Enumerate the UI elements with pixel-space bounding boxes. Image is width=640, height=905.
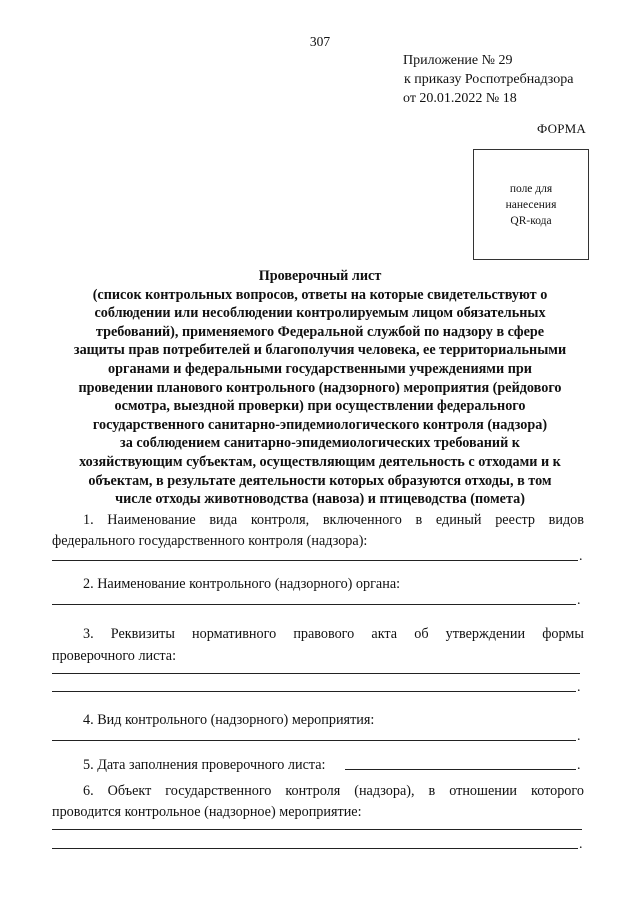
title-line: требований), применяемого Федеральной службой по надзору в сфере	[95, 323, 545, 340]
qr-box-line-1: поле для	[509, 182, 553, 195]
form-label: ФОРМА	[537, 121, 586, 136]
title-line: осмотра, выездной проверки) при осуществлении федерального	[114, 398, 526, 415]
appendix-date: от 20.01.2022 № 18	[403, 91, 517, 106]
title-line: проведении планового контрольного (надзорного) мероприятия (рейдового	[78, 379, 562, 396]
item-4-fill-line[interactable]	[52, 740, 576, 741]
item-2-period: .	[577, 593, 581, 608]
item-4-period: .	[577, 729, 581, 744]
title-line: Проверочный лист	[258, 268, 382, 284]
item-5-fill-line[interactable]	[345, 769, 576, 770]
title-line: органами и федеральными государственными учреждениями при	[108, 360, 532, 377]
title-line: соблюдении или несоблюдении контролируемым лицом обязательных	[94, 305, 546, 322]
item-3-fill-line-2[interactable]	[52, 691, 576, 692]
item-3-period: .	[577, 680, 581, 695]
item-1-period: .	[579, 549, 583, 564]
item-1-fill-line[interactable]	[52, 560, 578, 561]
title-line: (список контрольных вопросов, ответы на которые свидетельствуют о	[92, 286, 548, 303]
item-3	[52, 626, 584, 666]
item-4-label: 4. Вид контрольного (надзорного) мероприятия:	[83, 712, 375, 728]
page-number: 307	[309, 34, 331, 49]
qr-code-field	[473, 149, 589, 260]
item-6-line-2: проводится контрольное (надзорное) мероприятие:	[52, 803, 362, 820]
item-6-fill-line-1[interactable]	[52, 829, 582, 830]
item-5-period: .	[577, 758, 581, 773]
item-3-fill-line-1[interactable]	[52, 673, 580, 674]
item-1	[52, 512, 584, 551]
item-6-fill-line-2[interactable]	[52, 848, 578, 849]
item-6	[52, 783, 584, 822]
title-line: числе отходы животноводства (навоза) и птицеводства (помета)	[115, 491, 525, 508]
qr-box-line-2: нанесения	[505, 198, 557, 211]
title-line: государственного санитарно-эпидемиологического контроля (надзора)	[92, 416, 548, 433]
item-1-line-1: 1. Наименование вида контроля, включенного в единый реестр видов	[83, 512, 584, 528]
title-line: за соблюдением санитарно-эпидемиологических требований к	[120, 435, 520, 452]
appendix-number: Приложение № 29	[403, 53, 513, 68]
item-2-fill-line[interactable]	[52, 604, 576, 605]
appendix-order: к приказу Роспотребнадзора	[404, 72, 574, 87]
qr-box-line-3: QR-кода	[510, 214, 552, 227]
item-3-line-1: 3. Реквизиты нормативного правового акта об утверждении формы	[83, 626, 584, 642]
title-line: объектам, в результате деятельности которых образуются отходы, в том	[88, 472, 552, 489]
title-line: защиты прав потребителей и благополучия человека, ее территориальными	[73, 342, 567, 359]
item-3-line-2: проверочного листа:	[52, 647, 177, 664]
item-6-line-1: 6. Объект государственного контроля (надзора), в отношении которого	[83, 783, 584, 799]
document-title	[56, 267, 584, 509]
item-5-label: 5. Дата заполнения проверочного листа:	[83, 757, 326, 773]
appendix-header	[403, 51, 573, 108]
title-line: хозяйствующим субъектам, осуществляющим деятельность с отходами и к	[79, 453, 561, 470]
item-6-period: .	[579, 837, 583, 852]
item-2-label: 2. Наименование контрольного (надзорного) органа:	[83, 576, 401, 592]
item-1-line-2: федерального государственного контроля (надзора):	[52, 532, 368, 549]
